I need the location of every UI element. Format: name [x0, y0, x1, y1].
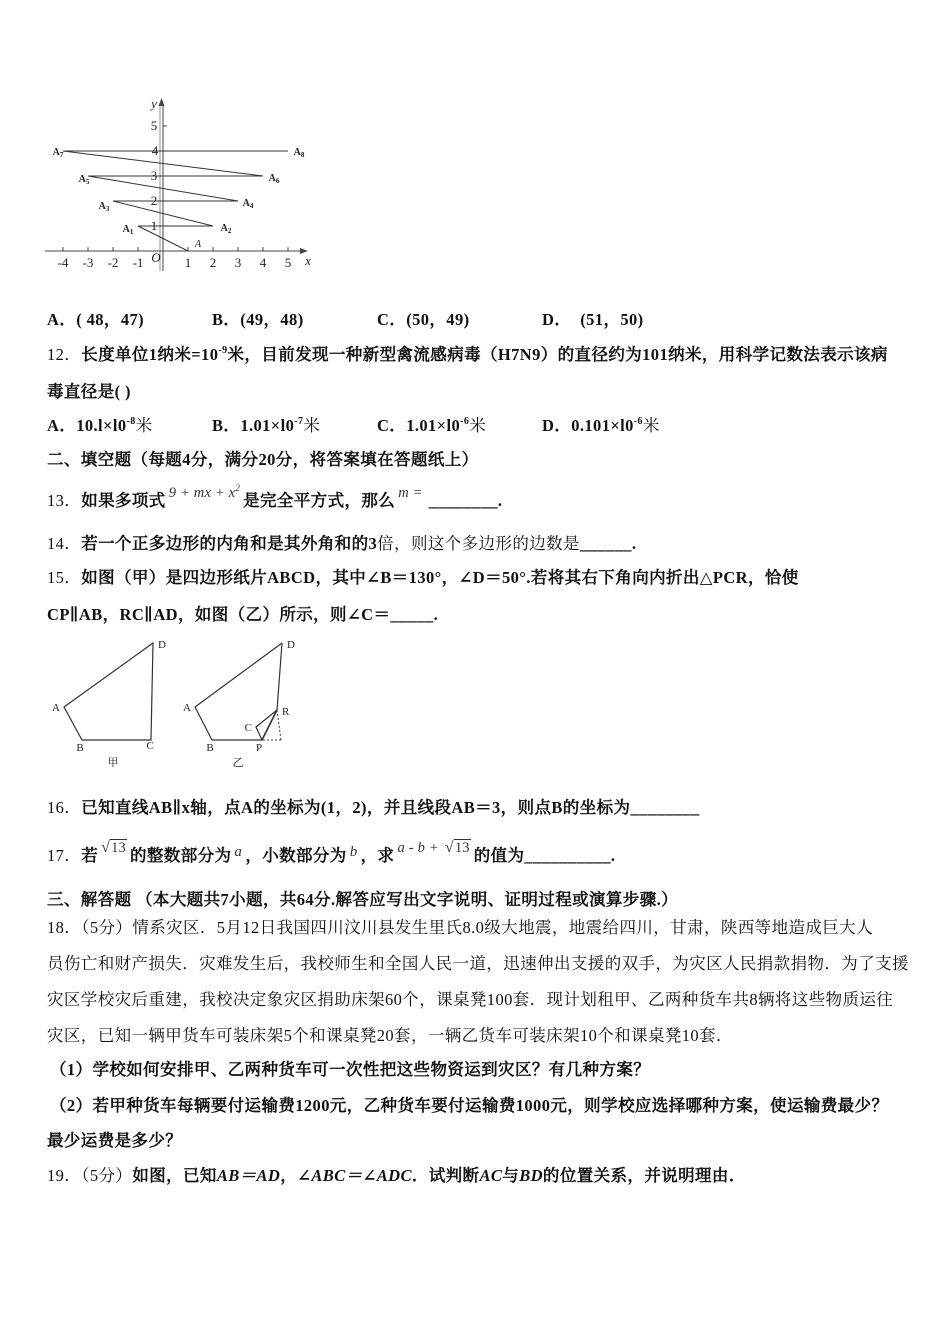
q16-text: 已知直线AB∥x轴，点A的坐标为(1，2)，并且线段AB＝3，则点B的坐标为________: [81, 798, 700, 817]
q17-text: 若: [81, 846, 99, 865]
q14-text: 倍，则这个多边形的边数是: [377, 534, 580, 553]
q19-math: AB＝AD: [216, 1166, 281, 1185]
polynomial-exponent: 2: [235, 483, 241, 493]
coordinate-zigzag-figure: [40, 95, 320, 275]
radical-sign: √: [444, 839, 454, 856]
question-number: 14．: [47, 534, 82, 553]
x-axis-label: x: [305, 253, 311, 268]
q12-text: 米，目前发现一种新型禽流感病毒（H7N9）的直径约为101纳米，用科学记数法表示该病: [227, 345, 888, 364]
point-label-a1: [123, 224, 134, 236]
q11-option-d: D． (51，50): [542, 310, 644, 329]
x-tick-label: -3: [82, 255, 94, 270]
q17: [47, 839, 616, 867]
expression-body: a - b +: [397, 840, 439, 856]
q17-text: 的值为__________.: [473, 846, 616, 865]
polynomial-body: 9 + mx + x: [168, 485, 236, 501]
point-label-base: A: [220, 223, 228, 234]
y-tick-label: 3: [150, 168, 158, 183]
fold-line-pr: [262, 710, 277, 740]
q12-exponent: -9: [218, 345, 228, 356]
x-tick-label: 4: [259, 255, 267, 270]
option-value: 1.01×l0: [406, 416, 461, 435]
q19-text: 与: [502, 1166, 520, 1185]
q17-expression: [397, 840, 470, 856]
q13-text: 是完全平方式，那么: [243, 491, 396, 510]
q11-option-b: B．(49，48): [212, 310, 304, 329]
radicand: 13: [111, 840, 126, 856]
quadrilateral-figures: [40, 630, 320, 775]
radical-sign: √: [101, 839, 111, 856]
vertex-label-p: P: [255, 742, 263, 754]
option-exponent: -8: [126, 416, 136, 427]
q18-line-4: 灾区，已知一辆甲货车可装床架5个和课桌凳20套，一辆乙货车可装床架10个和课桌凳10套．: [47, 1026, 733, 1045]
question-number: 17．: [47, 846, 82, 865]
option-exponent: -7: [294, 416, 304, 427]
point-label-sub: 4: [249, 202, 254, 210]
point-label-sub: 3: [105, 205, 110, 213]
folded-triangle-pcr: [256, 710, 277, 740]
q13-text: 如果多项式: [81, 491, 166, 510]
y-axis-arrow: [159, 98, 165, 106]
vertex-label-c: C: [146, 740, 154, 752]
q12-option-d: [542, 416, 660, 436]
dashed-original-edge: [277, 710, 281, 740]
radicand: 13: [454, 840, 470, 856]
x-tick-label: 2: [209, 255, 217, 270]
point-label-base: A: [293, 147, 301, 158]
option-letter: A．: [47, 416, 77, 435]
point-label-a2: [221, 223, 232, 235]
point-label-a8: [294, 147, 305, 159]
vertex-label-r: R: [282, 706, 290, 718]
option-unit: 米: [135, 416, 153, 435]
option-value: 10.l×l0: [76, 416, 127, 435]
point-label-sub: 7: [59, 151, 64, 159]
x-tick-label: -2: [107, 255, 119, 270]
q19-text: 如图，已知: [132, 1166, 217, 1185]
figure-caption-yi: 乙: [232, 757, 244, 769]
origin-label: O: [151, 250, 161, 265]
variable-a: a: [234, 844, 243, 860]
section-3-heading: 三、解答题 （本大题共7小题，共64分.解答应写出文字说明、证明过程或演算步骤.）: [47, 890, 679, 909]
q19-math: ∠ABC＝∠ADC: [297, 1166, 412, 1185]
q11-option-c: C．(50，49): [377, 310, 470, 329]
question-number: 16．: [47, 798, 82, 817]
q18-text: （5分）情系灾区．5月12日我国四川汶川县发生里氏8.0级大地震，地震给四川，甘肃，陕西等地造成巨大人: [81, 918, 873, 937]
q16: [47, 798, 700, 818]
q18-subquestion-1: （1）学校如何安排甲、乙两种货车可一次性把这些物资运到灾区？有几种方案？: [50, 1060, 651, 1079]
edge-ab: [195, 707, 212, 740]
q18-line-1: [47, 918, 873, 938]
zigzag-path: [63, 151, 288, 251]
vertex-label-b: B: [76, 742, 84, 754]
q14: [47, 534, 636, 554]
option-unit: 米: [303, 416, 321, 435]
y-tick-label: 5: [150, 118, 158, 133]
point-label-sub: 2: [227, 227, 232, 235]
point-label-base: A: [268, 173, 276, 184]
x-tick-label: -1: [132, 255, 144, 270]
q15-line-1: [47, 568, 799, 588]
x-tick-label: -4: [57, 255, 69, 270]
point-label-a: A: [194, 239, 202, 250]
vertex-label-a: A: [183, 702, 191, 714]
option-exponent: -6: [460, 416, 470, 427]
figure-yi: [183, 639, 295, 769]
question-number: 12．: [47, 345, 82, 364]
point-label-sub: 1: [129, 228, 134, 236]
quadrilateral-abcd: [64, 643, 153, 740]
point-label-a3: [99, 201, 110, 213]
q19-math: BD: [519, 1166, 543, 1185]
q13: [47, 483, 503, 512]
point-label-sub: 8: [300, 151, 305, 159]
x-tick-label: 1: [184, 255, 192, 270]
point-label-base: A: [78, 174, 86, 185]
point-label-base: A: [242, 198, 250, 209]
vertex-label-d: D: [287, 639, 295, 651]
y-axis-label: y: [151, 96, 157, 111]
q12-option-c: [377, 416, 486, 436]
q18-subquestion-2-cont: 最少运费是多少？: [47, 1131, 183, 1150]
figure-jia: [52, 639, 166, 769]
q12-text: 毒直径是( ): [47, 382, 131, 401]
point-label-a6: [269, 173, 280, 185]
sqrt-13: [101, 840, 127, 856]
q13-polynomial: [169, 485, 240, 501]
q12-text: 长度单位1纳米=10: [81, 345, 219, 364]
point-label-sub: 5: [85, 178, 90, 186]
q19-text: ．试判断: [411, 1166, 480, 1185]
sqrt-13: [445, 840, 471, 856]
variable-b: b: [349, 844, 358, 860]
option-letter: B．: [212, 416, 241, 435]
q12-line-1: [47, 345, 888, 365]
y-tick-label: 4: [151, 143, 159, 158]
option-exponent: -6: [633, 416, 643, 427]
point-label-base: A: [122, 224, 130, 235]
question-number: 13．: [47, 491, 82, 510]
q17-text: ，小数部分为: [245, 846, 347, 865]
q12-options: [47, 416, 767, 436]
q14-text: 若一个正多边形的内角和是其外角和的3: [81, 534, 378, 553]
q19-score: （5分）: [81, 1166, 133, 1185]
q18-line-2: 员伤亡和财产损失．灾难发生后，我校师生和全国人民一道，迅速伸出支援的双手，为灾区人民捐款捐物．为了支援: [47, 954, 909, 973]
q12-option-a: [47, 416, 153, 436]
point-label-base: A: [52, 147, 60, 158]
point-label-base: A: [98, 201, 106, 212]
question-number: 18．: [47, 918, 82, 937]
figure-caption-jia: 甲: [107, 757, 119, 769]
y-tick-label: 1: [150, 218, 158, 233]
option-value: 1.01×l0: [240, 416, 295, 435]
q15-line-2: CP∥AB，RC∥AD，如图（乙）所示，则∠C＝_____.: [47, 605, 439, 624]
point-label-a7: [53, 147, 64, 159]
point-label-sub: 6: [275, 177, 280, 185]
q11-option-a: A．( 48，47): [47, 310, 145, 329]
vertex-label-c: C: [244, 722, 252, 734]
option-letter: C．: [377, 416, 407, 435]
point-label-a4: [243, 198, 254, 210]
q12-option-b: [212, 416, 320, 436]
q17-text: 的整数部分为: [130, 846, 232, 865]
question-number: 19．: [47, 1166, 82, 1185]
q17-text: ，求: [360, 846, 395, 865]
q18-line-3: 灾区学校灾后重建，我校决定象灾区捐助床架60个，课桌凳100套．现计划租甲、乙两种货车共8辆将这些物质运往: [47, 990, 894, 1009]
answer-blank: ______.: [579, 534, 637, 553]
q12-line-2: [47, 382, 131, 402]
edge-dr: [277, 643, 282, 710]
q19-math: AC: [479, 1166, 503, 1185]
question-number: 15．: [47, 568, 82, 587]
edge-ad: [195, 643, 282, 707]
option-letter: D．: [542, 416, 572, 435]
option-unit: 米: [469, 416, 487, 435]
q11-options: [47, 310, 767, 330]
answer-blank: ________.: [428, 491, 503, 510]
vertex-label-b: B: [206, 742, 214, 754]
q19: [47, 1166, 746, 1186]
x-tick-label: 3: [234, 255, 242, 270]
q13-m-equals: m =: [398, 485, 423, 501]
option-unit: 米: [642, 416, 660, 435]
vertex-label-d: D: [158, 639, 166, 651]
y-tick-label: 2: [150, 193, 158, 208]
section-2-heading: 二、填空题（每题4分，满分20分，将答案填在答题纸上）: [47, 450, 479, 469]
x-tick-label: 5: [284, 255, 292, 270]
q19-text: ，: [280, 1166, 298, 1185]
q19-text: 的位置关系，并说明理由．: [542, 1166, 746, 1185]
vertex-label-a: A: [52, 702, 60, 714]
q18-subquestion-2: （2）若甲种货车每辆要付运输费1200元，乙种货车要付运输费1000元，则学校应选择哪种方案，使运输费最少？: [50, 1096, 889, 1115]
option-value: 0.101×l0: [571, 416, 634, 435]
q15-text: 如图（甲）是四边形纸片ABCD，其中∠B＝130°，∠D＝50°.若将其右下角向内折出△PCR，恰使: [81, 568, 799, 587]
